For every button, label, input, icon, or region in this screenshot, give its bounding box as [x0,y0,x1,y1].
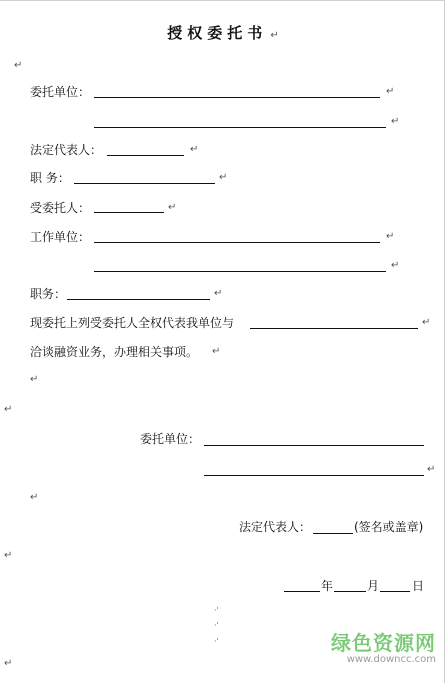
paragraph-dot: ·ˈ [214,621,219,630]
counterparty-blank-line[interactable] [250,328,418,329]
month-label: 月 [367,579,380,593]
paragraph-mark: ↵ [4,404,13,415]
paragraph-mark: ↵ [427,464,436,475]
signature-legal-rep-label: 法定代表人： [239,520,312,534]
watermark-url: www.downcc.com [346,654,436,665]
paragraph-mark: ↵ [219,172,228,183]
day-blank-line[interactable] [380,591,410,592]
year-blank-line[interactable] [284,591,320,592]
month-blank-line[interactable] [334,591,366,592]
position-label: 职 务： [30,171,70,185]
document-title: 授权委托书 ↵ [167,24,279,42]
trustee-label: 受委托人： [30,201,91,215]
body-line-1: 现委托上列受委托人全权代表我单位与 [30,316,235,330]
body-line-2: 洽谈融资业务，办理相关事项。 [30,345,199,359]
paragraph-dot: ·ˈ [214,606,219,615]
watermark-text: 绿色资源网 [331,631,436,655]
signature-unit-blank-line-2[interactable] [204,475,424,476]
unit-label: 委托单位： [30,85,91,99]
duty-label: 职务： [30,287,67,301]
paragraph-mark: ↵ [391,260,400,271]
legal-rep-label: 法定代表人： [30,143,103,157]
paragraph-mark: ↵ [212,346,221,357]
work-unit-label: 工作单位： [30,230,91,244]
paragraph-mark: ↵ [168,202,177,213]
paragraph-mark: ↵ [190,144,199,155]
watermark-logo [331,632,436,666]
signature-unit-blank-line-1[interactable] [204,445,424,446]
year-label: 年 [321,579,334,593]
legal-rep-blank-line[interactable] [107,155,184,156]
work-unit-blank-line-2[interactable] [94,271,386,272]
trustee-blank-line[interactable] [94,212,164,213]
duty-blank-line[interactable] [67,299,210,300]
signature-unit-label: 委托单位： [140,432,201,446]
paragraph-mark: ↵ [214,288,223,299]
paragraph-mark: ↵ [391,116,400,127]
sign-or-seal-note: (签名或盖章) [354,520,424,534]
paragraph-mark: ↵ [386,231,395,242]
paragraph-mark: ↵ [30,492,39,503]
paragraph-mark: ↵ [4,658,13,669]
paragraph-mark: ↵ [4,550,13,561]
day-label: 日 [412,579,425,593]
signature-legal-rep-blank-line[interactable] [313,533,353,534]
paragraph-mark: ↵ [386,86,395,97]
work-unit-blank-line-1[interactable] [94,242,380,243]
unit-blank-line-2[interactable] [94,127,386,128]
paragraph-mark: ↵ [422,317,431,328]
position-blank-line[interactable] [74,183,215,184]
paragraph-mark: ↵ [30,374,39,385]
unit-blank-line-1[interactable] [94,97,380,98]
paragraph-dot: ·ˈ [214,637,219,646]
paragraph-mark: ↵ [14,60,23,71]
